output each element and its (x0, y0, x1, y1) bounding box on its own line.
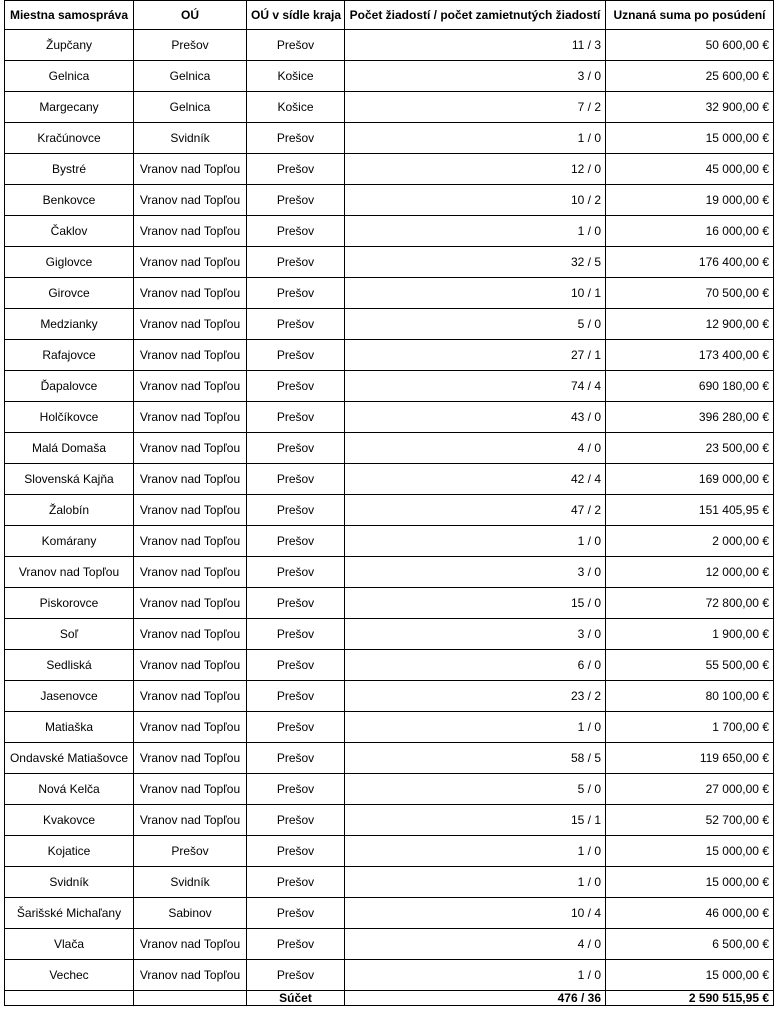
cell-municipality: Sedliská (5, 650, 134, 681)
cell-amount: 1 900,00 € (606, 619, 774, 650)
cell-requests: 4 / 0 (345, 929, 606, 960)
cell-ou: Prešov (134, 30, 247, 61)
cell-ou: Vranov nad Topľou (134, 743, 247, 774)
cell-requests: 1 / 0 (345, 123, 606, 154)
cell-municipality: Soľ (5, 619, 134, 650)
cell-ou-region-seat: Prešov (247, 712, 345, 743)
cell-amount: 15 000,00 € (606, 123, 774, 154)
header-municipality: Miestna samospráva (5, 1, 134, 30)
cell-ou: Vranov nad Topľou (134, 557, 247, 588)
cell-municipality: Kračúnovce (5, 123, 134, 154)
cell-ou: Svidník (134, 867, 247, 898)
total-label: Súčet (247, 991, 345, 1006)
cell-municipality: Vlača (5, 929, 134, 960)
cell-ou: Vranov nad Topľou (134, 712, 247, 743)
cell-ou-region-seat: Prešov (247, 898, 345, 929)
total-row (5, 991, 774, 1006)
cell-amount: 45 000,00 € (606, 154, 774, 185)
cell-amount: 27 000,00 € (606, 774, 774, 805)
cell-municipality: Šarišské Michaľany (5, 898, 134, 929)
cell-municipality: Župčany (5, 30, 134, 61)
cell-amount: 396 280,00 € (606, 402, 774, 433)
cell-ou-region-seat: Prešov (247, 309, 345, 340)
cell-ou-region-seat: Prešov (247, 619, 345, 650)
cell-ou: Vranov nad Topľou (134, 278, 247, 309)
table-row (5, 898, 774, 929)
table-row (5, 30, 774, 61)
cell-amount: 12 900,00 € (606, 309, 774, 340)
table-row (5, 123, 774, 154)
cell-municipality: Margecany (5, 92, 134, 123)
cell-ou-region-seat: Prešov (247, 805, 345, 836)
table-row (5, 805, 774, 836)
cell-requests: 10 / 4 (345, 898, 606, 929)
cell-ou-region-seat: Prešov (247, 185, 345, 216)
cell-municipality: Matiaška (5, 712, 134, 743)
cell-requests: 10 / 1 (345, 278, 606, 309)
cell-requests: 43 / 0 (345, 402, 606, 433)
cell-ou: Vranov nad Topľou (134, 216, 247, 247)
cell-municipality: Vranov nad Topľou (5, 557, 134, 588)
cell-ou-region-seat: Prešov (247, 929, 345, 960)
cell-ou-region-seat: Prešov (247, 867, 345, 898)
cell-ou: Sabinov (134, 898, 247, 929)
cell-amount: 176 400,00 € (606, 247, 774, 278)
cell-ou-region-seat: Prešov (247, 154, 345, 185)
cell-municipality: Čaklov (5, 216, 134, 247)
cell-ou: Gelnica (134, 61, 247, 92)
cell-amount: 32 900,00 € (606, 92, 774, 123)
table-row (5, 92, 774, 123)
cell-requests: 1 / 0 (345, 867, 606, 898)
table-row (5, 650, 774, 681)
cell-ou-region-seat: Prešov (247, 216, 345, 247)
cell-ou-region-seat: Prešov (247, 650, 345, 681)
cell-ou: Vranov nad Topľou (134, 960, 247, 991)
cell-ou-region-seat: Prešov (247, 402, 345, 433)
cell-amount: 19 000,00 € (606, 185, 774, 216)
cell-ou: Vranov nad Topľou (134, 433, 247, 464)
cell-ou-region-seat: Prešov (247, 557, 345, 588)
cell-ou: Vranov nad Topľou (134, 309, 247, 340)
cell-ou: Vranov nad Topľou (134, 929, 247, 960)
cell-requests: 1 / 0 (345, 960, 606, 991)
cell-ou: Vranov nad Topľou (134, 650, 247, 681)
grants-table (4, 0, 774, 1006)
cell-ou-region-seat: Prešov (247, 123, 345, 154)
table-row (5, 340, 774, 371)
table-row (5, 154, 774, 185)
cell-ou-region-seat: Prešov (247, 743, 345, 774)
cell-ou-region-seat: Košice (247, 92, 345, 123)
table-row (5, 309, 774, 340)
cell-municipality: Benkovce (5, 185, 134, 216)
cell-ou: Svidník (134, 123, 247, 154)
cell-municipality: Vechec (5, 960, 134, 991)
cell-municipality: Piskorovce (5, 588, 134, 619)
cell-requests: 6 / 0 (345, 650, 606, 681)
cell-requests: 32 / 5 (345, 247, 606, 278)
cell-requests: 4 / 0 (345, 433, 606, 464)
cell-municipality: Girovce (5, 278, 134, 309)
table-row (5, 712, 774, 743)
cell-requests: 11 / 3 (345, 30, 606, 61)
cell-ou-region-seat: Prešov (247, 960, 345, 991)
cell-ou: Vranov nad Topľou (134, 464, 247, 495)
cell-ou-region-seat: Prešov (247, 774, 345, 805)
cell-requests: 58 / 5 (345, 743, 606, 774)
total-empty-2 (134, 991, 247, 1006)
header-ou: OÚ (134, 1, 247, 30)
table-row (5, 588, 774, 619)
cell-amount: 52 700,00 € (606, 805, 774, 836)
cell-requests: 3 / 0 (345, 557, 606, 588)
cell-ou: Vranov nad Topľou (134, 495, 247, 526)
cell-requests: 15 / 1 (345, 805, 606, 836)
cell-requests: 1 / 0 (345, 526, 606, 557)
cell-amount: 1 700,00 € (606, 712, 774, 743)
cell-requests: 1 / 0 (345, 216, 606, 247)
cell-amount: 169 000,00 € (606, 464, 774, 495)
cell-municipality: Ondavské Matiašovce (5, 743, 134, 774)
table-row (5, 464, 774, 495)
header-requests: Počet žiadostí / počet zamietnutých žiadostí (345, 1, 606, 30)
cell-amount: 15 000,00 € (606, 836, 774, 867)
cell-ou-region-seat: Prešov (247, 681, 345, 712)
table-row (5, 526, 774, 557)
table-row (5, 836, 774, 867)
cell-ou-region-seat: Košice (247, 61, 345, 92)
cell-municipality: Gelnica (5, 61, 134, 92)
cell-ou-region-seat: Prešov (247, 247, 345, 278)
cell-ou-region-seat: Prešov (247, 433, 345, 464)
cell-ou: Vranov nad Topľou (134, 340, 247, 371)
table-row (5, 61, 774, 92)
cell-ou: Gelnica (134, 92, 247, 123)
cell-municipality: Slovenská Kajňa (5, 464, 134, 495)
table-row (5, 278, 774, 309)
cell-ou-region-seat: Prešov (247, 371, 345, 402)
cell-requests: 3 / 0 (345, 619, 606, 650)
table-row (5, 185, 774, 216)
cell-ou: Vranov nad Topľou (134, 371, 247, 402)
cell-amount: 12 000,00 € (606, 557, 774, 588)
cell-ou-region-seat: Prešov (247, 526, 345, 557)
cell-ou-region-seat: Prešov (247, 588, 345, 619)
cell-requests: 74 / 4 (345, 371, 606, 402)
cell-amount: 6 500,00 € (606, 929, 774, 960)
table-row (5, 681, 774, 712)
cell-amount: 119 650,00 € (606, 743, 774, 774)
cell-amount: 15 000,00 € (606, 960, 774, 991)
total-empty-1 (5, 991, 134, 1006)
cell-requests: 5 / 0 (345, 774, 606, 805)
cell-municipality: Kojatice (5, 836, 134, 867)
cell-ou: Vranov nad Topľou (134, 681, 247, 712)
cell-amount: 173 400,00 € (606, 340, 774, 371)
table-row (5, 929, 774, 960)
cell-ou-region-seat: Prešov (247, 464, 345, 495)
cell-ou: Vranov nad Topľou (134, 185, 247, 216)
table-header-row (5, 1, 774, 30)
cell-amount: 46 000,00 € (606, 898, 774, 929)
table-row (5, 433, 774, 464)
cell-municipality: Ďapalovce (5, 371, 134, 402)
cell-ou: Vranov nad Topľou (134, 247, 247, 278)
header-ou-region-seat: OÚ v sídle kraja (247, 1, 345, 30)
cell-municipality: Malá Domaša (5, 433, 134, 464)
table-row (5, 774, 774, 805)
cell-ou: Vranov nad Topľou (134, 402, 247, 433)
cell-ou: Vranov nad Topľou (134, 154, 247, 185)
table-row (5, 216, 774, 247)
cell-amount: 2 000,00 € (606, 526, 774, 557)
table-row (5, 371, 774, 402)
cell-municipality: Bystré (5, 154, 134, 185)
cell-requests: 1 / 0 (345, 836, 606, 867)
cell-amount: 55 500,00 € (606, 650, 774, 681)
cell-requests: 12 / 0 (345, 154, 606, 185)
table-row (5, 867, 774, 898)
cell-requests: 23 / 2 (345, 681, 606, 712)
cell-requests: 1 / 0 (345, 712, 606, 743)
cell-amount: 151 405,95 € (606, 495, 774, 526)
table-row (5, 960, 774, 991)
header-amount: Uznaná suma po posúdení (606, 1, 774, 30)
cell-municipality: Žalobín (5, 495, 134, 526)
cell-requests: 47 / 2 (345, 495, 606, 526)
cell-ou-region-seat: Prešov (247, 495, 345, 526)
cell-ou-region-seat: Prešov (247, 340, 345, 371)
cell-amount: 50 600,00 € (606, 30, 774, 61)
cell-municipality: Svidník (5, 867, 134, 898)
total-amount: 2 590 515,95 € (606, 991, 774, 1006)
cell-amount: 80 100,00 € (606, 681, 774, 712)
table-row (5, 743, 774, 774)
cell-ou-region-seat: Prešov (247, 30, 345, 61)
cell-amount: 690 180,00 € (606, 371, 774, 402)
cell-municipality: Nová Kelča (5, 774, 134, 805)
cell-requests: 7 / 2 (345, 92, 606, 123)
table-row (5, 402, 774, 433)
cell-amount: 70 500,00 € (606, 278, 774, 309)
cell-ou-region-seat: Prešov (247, 836, 345, 867)
table-row (5, 247, 774, 278)
cell-requests: 5 / 0 (345, 309, 606, 340)
cell-municipality: Giglovce (5, 247, 134, 278)
cell-ou: Vranov nad Topľou (134, 619, 247, 650)
cell-ou: Vranov nad Topľou (134, 526, 247, 557)
table-row (5, 495, 774, 526)
cell-requests: 3 / 0 (345, 61, 606, 92)
cell-amount: 25 600,00 € (606, 61, 774, 92)
cell-municipality: Kvakovce (5, 805, 134, 836)
cell-requests: 15 / 0 (345, 588, 606, 619)
cell-requests: 10 / 2 (345, 185, 606, 216)
cell-amount: 72 800,00 € (606, 588, 774, 619)
total-requests: 476 / 36 (345, 991, 606, 1006)
cell-ou: Prešov (134, 836, 247, 867)
cell-municipality: Medzianky (5, 309, 134, 340)
table-body (5, 30, 774, 991)
cell-requests: 27 / 1 (345, 340, 606, 371)
cell-municipality: Holčíkovce (5, 402, 134, 433)
table-row (5, 557, 774, 588)
cell-requests: 42 / 4 (345, 464, 606, 495)
table-row (5, 619, 774, 650)
cell-amount: 23 500,00 € (606, 433, 774, 464)
cell-ou: Vranov nad Topľou (134, 588, 247, 619)
cell-municipality: Rafajovce (5, 340, 134, 371)
cell-municipality: Jasenovce (5, 681, 134, 712)
cell-amount: 16 000,00 € (606, 216, 774, 247)
cell-municipality: Komárany (5, 526, 134, 557)
cell-amount: 15 000,00 € (606, 867, 774, 898)
cell-ou-region-seat: Prešov (247, 278, 345, 309)
cell-ou: Vranov nad Topľou (134, 774, 247, 805)
cell-ou: Vranov nad Topľou (134, 805, 247, 836)
